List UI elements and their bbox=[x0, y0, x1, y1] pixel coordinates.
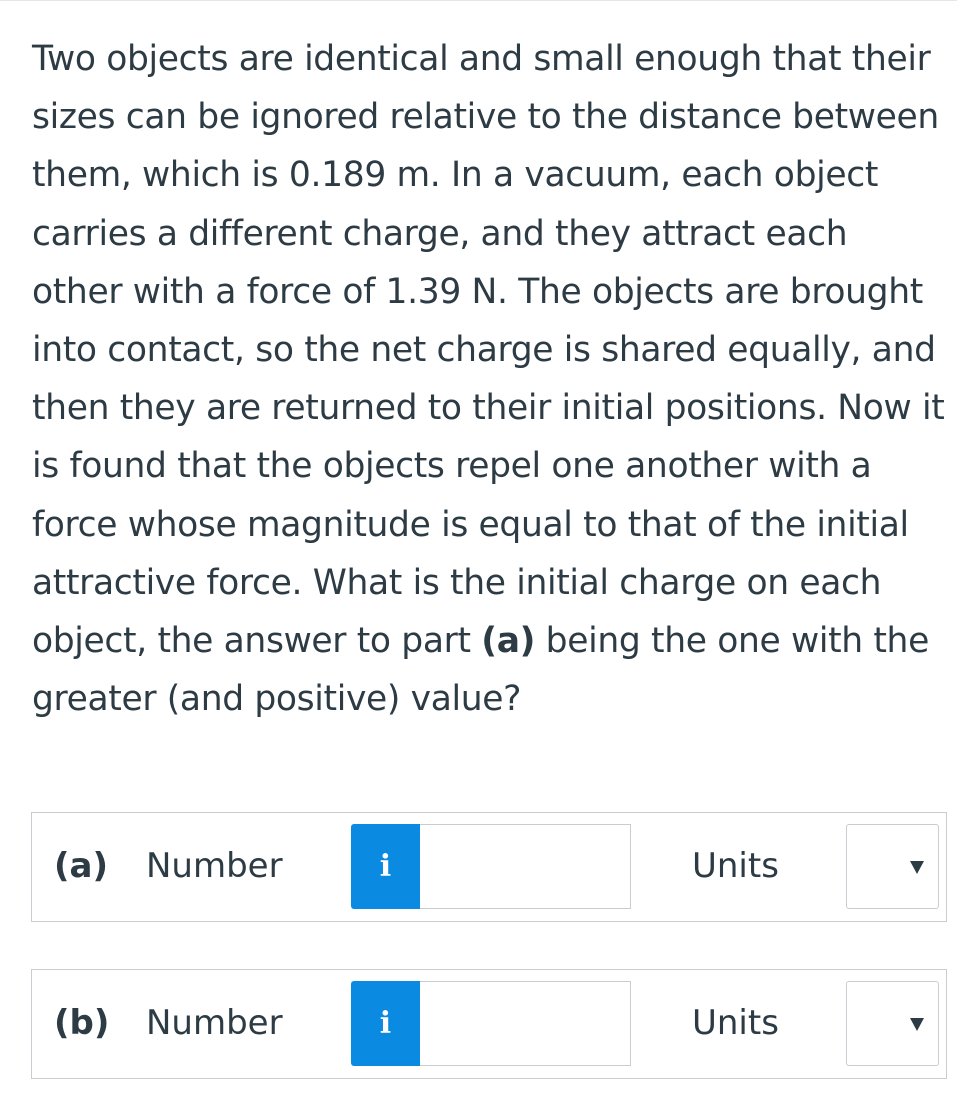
info-icon: i bbox=[379, 1005, 392, 1041]
caret-down-icon bbox=[910, 861, 924, 874]
part-label-b: (b) bbox=[54, 1003, 110, 1043]
caret-down-icon bbox=[910, 1018, 924, 1031]
units-label-b: Units bbox=[692, 1003, 779, 1043]
question-text-end: being the one with the greater (and positive) value? bbox=[32, 621, 929, 720]
info-button-a[interactable] bbox=[351, 824, 420, 909]
number-input-b[interactable] bbox=[420, 981, 631, 1066]
number-label-b: Number bbox=[146, 1003, 283, 1043]
top-divider bbox=[0, 0, 957, 4]
units-label-a: Units bbox=[692, 846, 779, 886]
question-text bbox=[32, 30, 947, 728]
answer-row-b bbox=[31, 969, 947, 1079]
info-button-b[interactable] bbox=[351, 981, 420, 1066]
number-input-a[interactable] bbox=[420, 824, 631, 909]
question-text-start: Two objects are identical and small enough that their sizes can be ignored relative to the distance between them, which is 0.189 m. In a vacuum, each object carries a different charge, and they attract each other with a force of 1.39 N. The objects are brought into contact, so the net charge is shared equally, and then they are returned to their initial positions. Now it is found that the objects repel one another with a force whose magnitude is equal to that of the initial attractive force. What is the initial charge on each object, the answer to part bbox=[32, 39, 945, 662]
part-label-a: (a) bbox=[54, 846, 109, 886]
units-select-b[interactable] bbox=[846, 981, 939, 1066]
number-label-a: Number bbox=[146, 846, 283, 886]
units-select-a[interactable] bbox=[846, 824, 939, 909]
question-part-reference: (a) bbox=[481, 621, 536, 662]
info-icon: i bbox=[379, 848, 392, 884]
answer-row-a bbox=[31, 812, 947, 922]
